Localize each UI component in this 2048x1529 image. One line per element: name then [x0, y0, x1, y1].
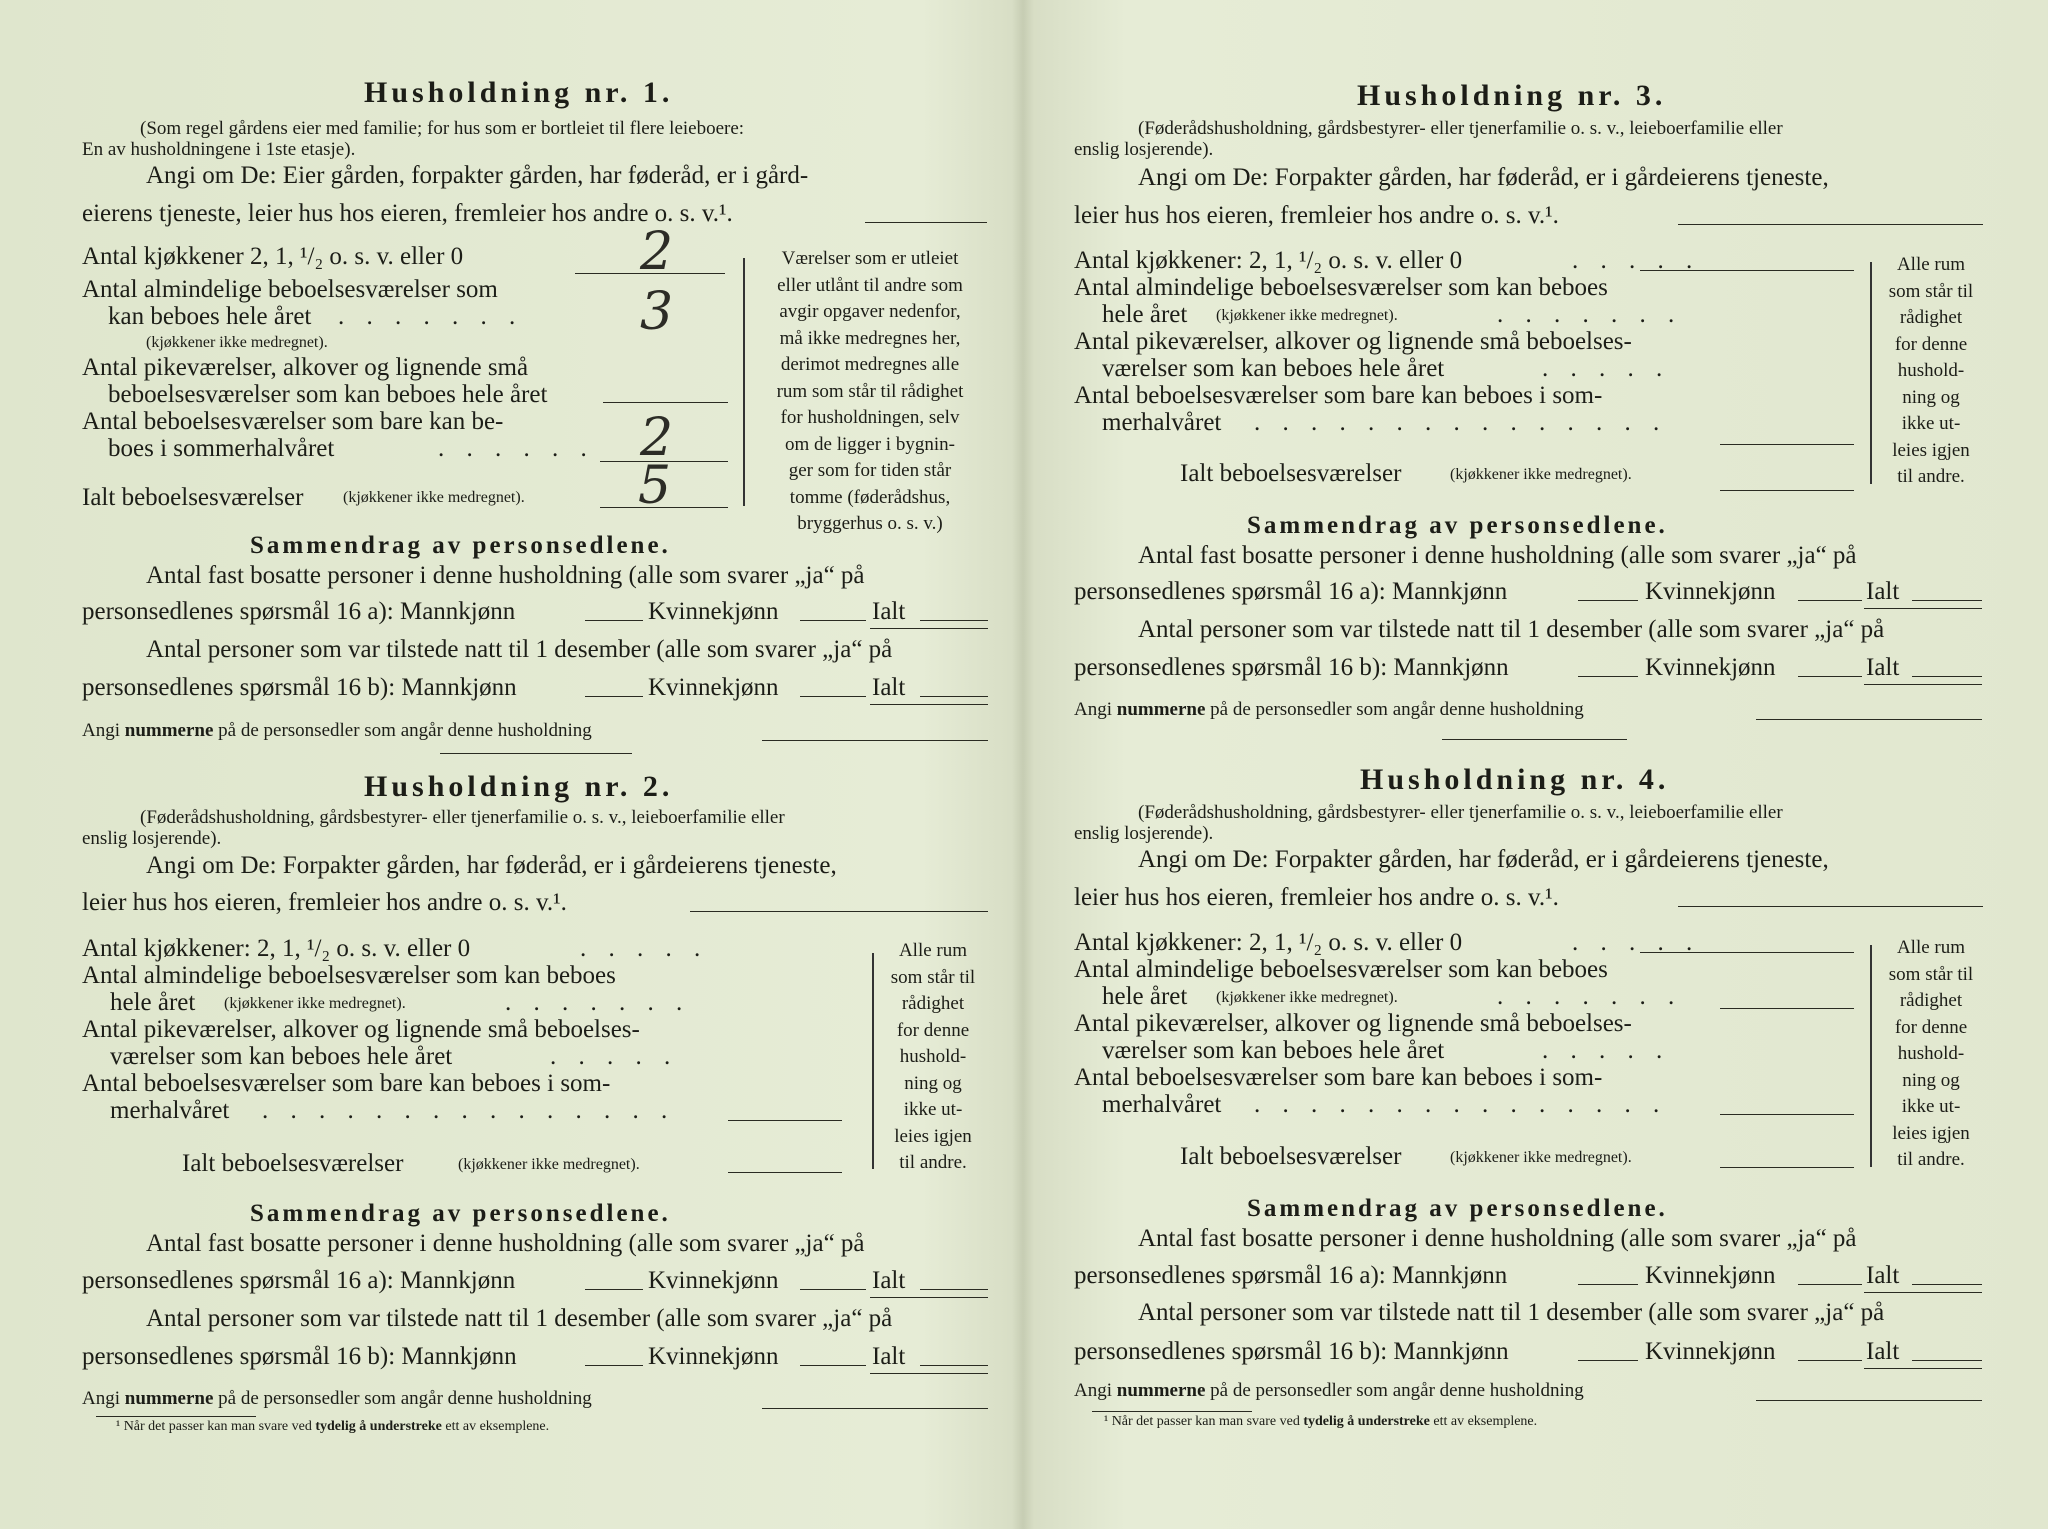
side-note-line: leies igjen: [1892, 1122, 1970, 1144]
summary2-numbers-field[interactable]: [762, 1408, 988, 1409]
summary3-present-total-label: Ialt: [1866, 654, 1900, 681]
household2-ordinary-label-2: hele året: [110, 989, 196, 1016]
household3-total-label: Ialt beboelsesværelser: [1180, 460, 1402, 487]
household1-title: Husholdning nr. 1.: [364, 76, 674, 109]
side-note-line: ning og: [904, 1072, 962, 1094]
household3-total-note: (kjøkkener ikke medregnet).: [1450, 466, 1632, 483]
summary2-numbers-label: [82, 1388, 592, 1410]
household4-kitchens-label: Antal kjøkkener: 2, 1, ¹/₂ o. s. v. eller 0: [1074, 929, 1463, 956]
summary4-numbers-label: [1074, 1380, 1584, 1402]
side-note-line: hushold-: [1897, 360, 1965, 381]
summary1-resident-total-label: Ialt: [872, 598, 906, 625]
side-note-line: til andre.: [1897, 466, 1965, 487]
household2-maid-dots: . . . . .: [550, 1043, 679, 1070]
summary1-present-female-label: Kvinnekjønn: [648, 674, 779, 701]
household1-ask-line1: Angi om De: Eier gården, forpakter gården, har føderåd, er i gård-: [146, 162, 809, 189]
household3-ordinary-label-1: Antal almindelige beboelsesværelser som kan beboes: [1074, 274, 1608, 301]
footnote-text: ett av eksemplene.: [445, 1419, 550, 1434]
household4-note-line1: (Føderådshusholdning, gårdsbestyrer- eller tjenerfamilie o. s. v., leieboerfamilie eller: [1138, 802, 1783, 823]
summary1-present-line1: Antal personer som var tilstede natt til 1 desember (alle som svarer „ja“ på: [146, 636, 893, 663]
numbers-bold: nummerne: [124, 720, 214, 741]
household4-summer-label-2: merhalvåret: [1102, 1091, 1222, 1118]
summary1-resident-male-field[interactable]: [585, 620, 643, 621]
side-note-line: ikke ut-: [1901, 413, 1961, 434]
side-note-line: som står til: [890, 966, 976, 988]
summary4-title: Sammendrag av personsedlene.: [1247, 1195, 1668, 1222]
numbers-bold: nummerne: [1116, 699, 1206, 720]
summary4-resident-female-label: Kvinnekjønn: [1645, 1262, 1776, 1289]
summary4-resident-male-label: personsedlenes spørsmål 16 a): Mannkjønn: [1074, 1262, 1508, 1289]
footnote-left: [116, 1419, 549, 1435]
summary2-present-female-field[interactable]: [800, 1365, 866, 1366]
summary1-resident-female-field[interactable]: [800, 620, 866, 621]
summary3-present-total-underline: [1864, 684, 1982, 685]
summary4-resident-total-underline: [1864, 1292, 1982, 1293]
summary3-resident-male-label: personsedlenes spørsmål 16 a): Mannkjønn: [1074, 578, 1508, 605]
household4-maid-label-2: værelser som kan beboes hele året: [1102, 1037, 1445, 1064]
household1-total-answer: 5: [638, 456, 672, 516]
summary2-present-total-underline: [870, 1373, 988, 1374]
side-note-line: Værelser som er utleiet: [781, 248, 959, 269]
summary2-present-line1: Antal personer som var tilstede natt til 1 desember (alle som svarer „ja“ på: [146, 1305, 893, 1332]
side-note-line: rådighet: [1899, 307, 1963, 328]
household1-ordinary-label-1: Antal almindelige beboelsesværelser som: [82, 276, 498, 303]
household1-kitchens-answer: 2: [640, 222, 674, 282]
household3-maid-label-1: Antal pikeværelser, alkover og lignende små beboelses-: [1074, 328, 1632, 355]
summary3-resident-line1: Antal fast bosatte personer i denne husholdning (alle som svarer „ja“ på: [1138, 542, 1857, 569]
section-divider: [1442, 739, 1627, 740]
household2-title: Husholdning nr. 2.: [364, 770, 674, 803]
numbers-bold: nummerne: [124, 1388, 214, 1409]
summary4-resident-line1: Antal fast bosatte personer i denne husholdning (alle som svarer „ja“ på: [1138, 1225, 1857, 1252]
household2-ordinary-label-1: Antal almindelige beboelsesværelser som kan beboes: [82, 962, 616, 989]
household3-maid-label-2: værelser som kan beboes hele året: [1102, 355, 1445, 382]
summary4-present-male-label: personsedlenes spørsmål 16 b): Mannkjønn: [1074, 1338, 1509, 1365]
footnote-text: ¹ Når det passer kan man svare ved: [116, 1419, 312, 1434]
summary1-title: Sammendrag av personsedlene.: [250, 532, 671, 559]
summary1-numbers-label: [82, 720, 592, 742]
summary2-title: Sammendrag av personsedlene.: [250, 1200, 671, 1227]
household3-side-note: [1876, 252, 1986, 491]
side-note-line: må ikke medregnes her,: [779, 327, 961, 349]
household4-ask-line2: leier hus hos eieren, fremleier hos andre o. s. v.¹.: [1074, 884, 1559, 911]
household1-ask-line2: eierens tjeneste, leier hus hos eieren, fremleier hos andre o. s. v.¹.: [82, 200, 733, 227]
side-note-line: rådighet: [901, 993, 965, 1014]
summary2-present-female-label: Kvinnekjønn: [648, 1343, 779, 1370]
household4-maid-dots: . . . . .: [1542, 1037, 1671, 1064]
household4-total-field[interactable]: [1720, 1167, 1854, 1168]
household1-summer-label-1: Antal beboelsesværelser som bare kan be-: [82, 408, 504, 435]
household4-ordinary-field[interactable]: [1720, 1008, 1854, 1009]
side-note-line: ning og: [1902, 1069, 1960, 1091]
summary1-resident-line1: Antal fast bosatte personer i denne husholdning (alle som svarer „ja“ på: [146, 562, 865, 589]
household3-summer-field[interactable]: [1720, 444, 1854, 445]
household2-ordinary-dots: . . . . . . .: [505, 989, 691, 1016]
summary2-present-male-label: personsedlenes spørsmål 16 b): Mannkjønn: [82, 1343, 517, 1370]
summary1-resident-male-label: personsedlenes spørsmål 16 a): Mannkjønn: [82, 598, 516, 625]
side-note-line: rådighet: [1899, 990, 1963, 1011]
summary4-resident-total-field[interactable]: [1912, 1284, 1982, 1285]
household3-ordinary-dots: . . . . . . .: [1497, 301, 1683, 328]
side-note-line: avgir opgaver nedenfor,: [779, 301, 961, 322]
footnote-text: ¹ Når det passer kan man svare ved: [1104, 1414, 1300, 1429]
summary4-present-male-field[interactable]: [1578, 1360, 1638, 1361]
side-note-line: som står til: [1888, 280, 1974, 302]
household2-note-line2: enslig losjerende).: [82, 828, 222, 849]
summary3-title: Sammendrag av personsedlene.: [1247, 512, 1668, 539]
page-fold: [1012, 0, 1034, 1529]
household2-ask-line1: Angi om De: Forpakter gården, har føderåd, er i gårdeierens tjeneste,: [146, 852, 837, 879]
numbers-text: Angi: [1074, 699, 1112, 720]
household3-side-brace: [1870, 262, 1872, 484]
household4-kitchens-field[interactable]: [1640, 952, 1854, 953]
household1-total-note: (kjøkkener ikke medregnet).: [343, 489, 525, 506]
household1-maid-label-2: beboelsesværelser som kan beboes hele året: [108, 381, 548, 408]
household2-total-note: (kjøkkener ikke medregnet).: [458, 1156, 640, 1173]
summary2-resident-female-field[interactable]: [800, 1289, 866, 1290]
summary1-present-male-field[interactable]: [585, 696, 643, 697]
household2-side-note: [878, 938, 988, 1177]
side-note-line: til andre.: [1897, 1149, 1965, 1170]
summary4-present-total-field[interactable]: [1912, 1360, 1982, 1361]
household1-ordinary-note: (kjøkkener ikke medregnet).: [146, 334, 328, 351]
side-note-line: til andre.: [899, 1152, 967, 1173]
summary2-present-total-field[interactable]: [920, 1365, 988, 1366]
numbers-text: Angi: [82, 1388, 120, 1409]
household1-ordinary-label-2: kan beboes hele året: [108, 303, 312, 330]
summary1-numbers-field[interactable]: [762, 740, 988, 741]
summary2-resident-total-underline: [870, 1297, 988, 1298]
household3-summer-dots: . . . . . . . . . . . . . . .: [1254, 409, 1668, 436]
household3-summer-label-2: merhalvåret: [1102, 409, 1222, 436]
household3-title: Husholdning nr. 3.: [1357, 79, 1667, 112]
household1-summer-label-2: boes i sommerhalvåret: [108, 435, 335, 462]
summary3-present-line1: Antal personer som var tilstede natt til 1 desember (alle som svarer „ja“ på: [1138, 616, 1885, 643]
household1-side-note: [750, 246, 990, 538]
side-note-line: som står til: [1888, 963, 1974, 985]
numbers-bold: nummerne: [1116, 1380, 1206, 1401]
household4-side-note: [1876, 935, 1986, 1174]
household1-total-label: Ialt beboelsesværelser: [82, 484, 304, 511]
summary1-present-female-field[interactable]: [800, 696, 866, 697]
summary3-resident-male-field[interactable]: [1578, 600, 1638, 601]
summary1-present-total-field[interactable]: [920, 696, 988, 697]
household2-ask-line2: leier hus hos eieren, fremleier hos andre o. s. v.¹.: [82, 889, 567, 916]
footnote-divider: [96, 1416, 256, 1417]
household4-ordinary-label-2: hele året: [1102, 983, 1188, 1010]
household4-maid-label-1: Antal pikeværelser, alkover og lignende små beboelses-: [1074, 1010, 1632, 1037]
household1-side-brace: [743, 258, 745, 506]
household1-total-field[interactable]: [600, 507, 728, 508]
side-note-line: hushold-: [899, 1046, 967, 1067]
summary3-resident-female-field[interactable]: [1798, 600, 1862, 601]
footnote-text: ett av eksemplene.: [1433, 1414, 1538, 1429]
summary3-numbers-field[interactable]: [1756, 719, 1982, 720]
side-note-line: ikke ut-: [903, 1099, 963, 1120]
household4-kitchens-dots: . . . . .: [1572, 929, 1701, 956]
summary4-numbers-field[interactable]: [1756, 1400, 1982, 1401]
household1-maid-label-1: Antal pikeværelser, alkover og lignende små: [82, 354, 529, 381]
household2-maid-label-1: Antal pikeværelser, alkover og lignende små beboelses-: [82, 1016, 640, 1043]
household1-ordinary-answer: 3: [640, 282, 674, 342]
summary2-resident-line1: Antal fast bosatte personer i denne husholdning (alle som svarer „ja“ på: [146, 1230, 865, 1257]
household1-note-line1: (Som regel gårdens eier med familie; for hus som er bortleiet til flere leieboere:: [140, 118, 745, 139]
household3-ask-line1: Angi om De: Forpakter gården, har føderåd, er i gårdeierens tjeneste,: [1138, 164, 1829, 191]
household2-total-field[interactable]: [728, 1172, 842, 1173]
side-note-line: for denne: [1894, 333, 1968, 355]
household3-maid-dots: . . . . .: [1542, 355, 1671, 382]
summary4-resident-male-field[interactable]: [1578, 1284, 1638, 1285]
household4-summer-field[interactable]: [1720, 1114, 1854, 1115]
household4-ordinary-label-1: Antal almindelige beboelsesværelser som kan beboes: [1074, 956, 1608, 983]
summary4-present-line1: Antal personer som var tilstede natt til 1 desember (alle som svarer „ja“ på: [1138, 1299, 1885, 1326]
household3-ask-answer-line[interactable]: [1678, 224, 1983, 225]
summary3-present-male-label: personsedlenes spørsmål 16 b): Mannkjønn: [1074, 654, 1509, 681]
summary2-resident-total-field[interactable]: [920, 1289, 988, 1290]
side-note-line: tomme (føderådshus,: [789, 486, 951, 508]
summary4-resident-total-label: Ialt: [1866, 1262, 1900, 1289]
household2-note-line1: (Føderådshusholdning, gårdsbestyrer- eller tjenerfamilie o. s. v., leieboerfamilie eller: [140, 807, 785, 828]
household4-side-brace: [1870, 945, 1872, 1167]
summary3-present-female-field[interactable]: [1798, 676, 1862, 677]
household3-note-line1: (Føderådshusholdning, gårdsbestyrer- eller tjenerfamilie o. s. v., leieboerfamilie eller: [1138, 118, 1783, 139]
numbers-text: på de personsedler som angår denne husholdning: [1210, 1380, 1584, 1401]
summary4-present-total-underline: [1864, 1368, 1982, 1369]
household3-summer-label-1: Antal beboelsesværelser som bare kan beboes i som-: [1074, 382, 1603, 409]
household3-ordinary-note: (kjøkkener ikke medregnet).: [1216, 307, 1398, 324]
side-note-line: ger som for tiden står: [788, 460, 952, 481]
summary1-present-total-label: Ialt: [872, 674, 906, 701]
household2-kitchens-dots: . . . . .: [580, 935, 709, 962]
summary3-resident-total-underline: [1864, 608, 1982, 609]
household4-ordinary-note: (kjøkkener ikke medregnet).: [1216, 989, 1398, 1006]
summary4-present-female-field[interactable]: [1798, 1360, 1862, 1361]
summary1-resident-total-field[interactable]: [920, 620, 988, 621]
side-note-line: for denne: [896, 1019, 970, 1041]
summary3-present-male-field[interactable]: [1578, 676, 1638, 677]
side-note-line: eller utlånt til andre som: [777, 274, 963, 296]
household1-ask-answer-line[interactable]: [865, 222, 987, 223]
household1-ordinary-dots: . . . . . . .: [338, 303, 524, 330]
side-note-line: for denne: [1894, 1016, 1968, 1038]
side-note-line: ikke ut-: [1901, 1096, 1961, 1117]
household3-kitchens-label: Antal kjøkkener: 2, 1, ¹/₂ o. s. v. eller 0: [1074, 247, 1463, 274]
summary2-resident-total-label: Ialt: [872, 1267, 906, 1294]
numbers-text: på de personsedler som angår denne husholdning: [218, 1388, 592, 1409]
household1-maid-field[interactable]: [603, 402, 728, 403]
summary3-resident-female-label: Kvinnekjønn: [1645, 578, 1776, 605]
side-note-line: Alle rum: [1896, 937, 1966, 958]
summary2-resident-male-field[interactable]: [585, 1289, 643, 1290]
household1-summer-answer: 2: [640, 408, 674, 468]
household2-summer-field[interactable]: [728, 1120, 842, 1121]
summary4-present-total-label: Ialt: [1866, 1338, 1900, 1365]
summary3-present-total-field[interactable]: [1912, 676, 1982, 677]
household4-summer-label-1: Antal beboelsesværelser som bare kan beboes i som-: [1074, 1064, 1603, 1091]
household2-maid-label-2: værelser som kan beboes hele året: [110, 1043, 453, 1070]
numbers-text: på de personsedler som angår denne husholdning: [218, 720, 592, 741]
side-note-line: leies igjen: [894, 1125, 972, 1147]
summary4-resident-female-field[interactable]: [1798, 1284, 1862, 1285]
summary3-resident-total-field[interactable]: [1912, 600, 1982, 601]
household3-ask-line2: leier hus hos eieren, fremleier hos andre o. s. v.¹.: [1074, 202, 1559, 229]
household4-summer-dots: . . . . . . . . . . . . . . .: [1254, 1091, 1668, 1118]
household4-ask-answer-line[interactable]: [1678, 906, 1983, 907]
household3-ordinary-label-2: hele året: [1102, 301, 1188, 328]
summary1-resident-total-underline: [870, 628, 988, 629]
summary3-present-female-label: Kvinnekjønn: [1645, 654, 1776, 681]
household3-kitchens-dots: . . . . .: [1572, 247, 1701, 274]
household2-summer-label-2: merhalvåret: [110, 1097, 230, 1124]
footnote-right: [1104, 1414, 1537, 1430]
summary1-present-total-underline: [870, 704, 988, 705]
footnote-divider: [1092, 1411, 1252, 1412]
summary2-resident-male-label: personsedlenes spørsmål 16 a): Mannkjønn: [82, 1267, 516, 1294]
numbers-text: Angi: [1074, 1380, 1112, 1401]
side-note-line: bryggerhus o. s. v.): [797, 513, 943, 534]
side-note-line: derimot medregnes alle: [780, 354, 960, 375]
numbers-text: på de personsedler som angår denne husholdning: [1210, 699, 1584, 720]
section-divider: [440, 753, 632, 754]
household1-kitchens-label: Antal kjøkkener 2, 1, ¹/₂ o. s. v. eller 0: [82, 243, 464, 270]
summary2-present-total-label: Ialt: [872, 1343, 906, 1370]
numbers-text: Angi: [82, 720, 120, 741]
household4-total-label: Ialt beboelsesværelser: [1180, 1143, 1402, 1170]
household3-kitchens-field[interactable]: [1640, 270, 1854, 271]
household1-summer-dots: . . . . . .: [438, 435, 595, 462]
side-note-line: om de ligger i bygnin-: [785, 433, 955, 455]
side-note-line: hushold-: [1897, 1043, 1965, 1064]
household4-note-line2: enslig losjerende).: [1074, 823, 1214, 844]
household2-kitchens-label: Antal kjøkkener: 2, 1, ¹/₂ o. s. v. eller 0: [82, 935, 471, 962]
household2-summer-dots: . . . . . . . . . . . . . . .: [262, 1097, 676, 1124]
summary4-present-female-label: Kvinnekjønn: [1645, 1338, 1776, 1365]
household2-ordinary-note: (kjøkkener ikke medregnet).: [224, 995, 406, 1012]
household2-summer-label-1: Antal beboelsesværelser som bare kan beboes i som-: [82, 1070, 611, 1097]
footnote-bold: tydelig å understreke: [1303, 1414, 1430, 1429]
household4-ask-line1: Angi om De: Forpakter gården, har føderåd, er i gårdeierens tjeneste,: [1138, 846, 1829, 873]
side-note-line: for husholdningen, selv: [780, 407, 960, 428]
household2-side-brace: [872, 953, 874, 1169]
side-note-line: Alle rum: [898, 940, 968, 961]
summary3-resident-total-label: Ialt: [1866, 578, 1900, 605]
household2-ask-answer-line[interactable]: [690, 911, 988, 912]
household4-total-note: (kjøkkener ikke medregnet).: [1450, 1149, 1632, 1166]
household3-note-line2: enslig losjerende).: [1074, 139, 1214, 160]
household2-total-label: Ialt beboelsesværelser: [182, 1150, 404, 1177]
household1-note-line2: En av husholdningene i 1ste etasje).: [82, 139, 356, 160]
side-note-line: ning og: [1902, 386, 1960, 408]
summary1-present-male-label: personsedlenes spørsmål 16 b): Mannkjønn: [82, 674, 517, 701]
footnote-bold: tydelig å understreke: [315, 1419, 442, 1434]
side-note-line: leies igjen: [1892, 439, 1970, 461]
summary3-numbers-label: [1074, 699, 1584, 721]
summary2-resident-female-label: Kvinnekjønn: [648, 1267, 779, 1294]
summary1-resident-female-label: Kvinnekjønn: [648, 598, 779, 625]
side-note-line: Alle rum: [1896, 254, 1966, 275]
household4-title: Husholdning nr. 4.: [1360, 763, 1670, 796]
household4-ordinary-dots: . . . . . . .: [1497, 983, 1683, 1010]
summary2-present-male-field[interactable]: [585, 1365, 643, 1366]
side-note-line: rum som står til rådighet: [776, 380, 964, 402]
household3-total-field[interactable]: [1720, 490, 1854, 491]
